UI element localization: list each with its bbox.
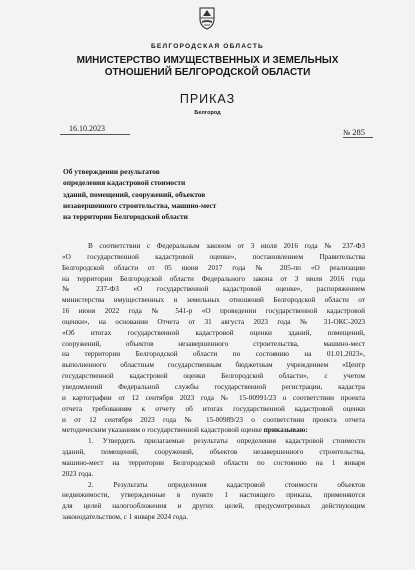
number-value: 285 — [352, 127, 366, 137]
body-line: Белгородской области от 05 июня 2017 года № 205-пп «О реализации — [62, 263, 365, 272]
order-number — [343, 127, 365, 137]
body-line: В соответствии с Федеральным законом от 3 июля 2016 года № 237-ФЗ — [88, 242, 365, 250]
subject-line: зданий, помещений, сооружений, объектов — [63, 189, 206, 199]
body-line: и от 12 сентября 2023 года № 15-00989/23 о соответствии проекта отчета — [62, 415, 365, 424]
ministry-line-1: МИНИСТЕРСТВО ИМУЩЕСТВЕННЫХ И ЗЕМЕЛЬНЫХ — [76, 55, 339, 66]
subject-line: на территории Белгородской области — [63, 212, 188, 222]
item-1-line: зданий, помещений, сооружений, объектов незавершенного строительства, — [62, 448, 365, 457]
city-name: Белгород — [194, 110, 221, 116]
body-line: выполненного областным государственным бюджетным учреждением «Центр — [62, 361, 365, 370]
body-line: № 237-ФЗ «О государственной кадастровой оценке», распоряжением — [62, 285, 365, 294]
item-1-line: 2023 года. — [62, 469, 94, 478]
body-line: государственной кадастровой оценки Белгородской области», с учетом — [62, 372, 365, 381]
item-2-line: 2. Результаты определения кадастровой стоимости объектов — [88, 480, 365, 489]
body-line: 16 июня 2022 года № 541-р «О проведении государственной кадастровой — [62, 307, 365, 316]
subject-line: Об утверждении результатов — [63, 167, 160, 176]
coat-of-arms-icon — [197, 6, 217, 30]
body-line: оценки», на основании Отчета от 31 августа 2023 года № 31-ОКС-2023 — [62, 317, 365, 326]
ministry-line-2: ОТНОШЕНИЙ БЕЛГОРОДСКОЙ ОБЛАСТИ — [104, 67, 311, 78]
item-1-line: 1. Утвердить прилагаемые результаты определения кадастровой стоимости — [88, 437, 365, 446]
body-line: «Об итогах государственной кадастровой оценки зданий, помещений, — [62, 328, 365, 337]
order-subject — [63, 166, 216, 222]
date-underline — [60, 134, 130, 135]
item-1-line: машино-мест на территории Белгородской области по состоянию на 1 января — [62, 458, 365, 467]
body-line: «О государственной кадастровой оценке», постановлением Правительства — [62, 252, 365, 261]
order-word: приказываю: — [263, 426, 308, 435]
body-line: на территории Белгородской области по состоянию на 01.01.2023», — [62, 350, 365, 359]
region-name: БЕЛГОРОДСКАЯ ОБЛАСТЬ — [150, 43, 264, 50]
body-line: министерства имущественных и земельных отношений Белгородской области от — [62, 296, 365, 305]
body-line: и картографии от 12 сентября 2023 года № 15-00991/23 о соответствии проекта — [62, 393, 365, 402]
body-line-final — [62, 425, 365, 436]
body-line: методическим указаниям о государственной кадастровой оценке — [62, 426, 262, 435]
number-underline — [343, 137, 373, 138]
subject-line: определения кадастровой стоимости — [63, 178, 186, 188]
order-date: 16.10.2023 — [69, 124, 105, 133]
number-sign: № — [343, 128, 351, 137]
item-2-line: недвижимости, утвержденные в пункте 1 настоящего приказа, применяются — [62, 491, 365, 500]
body-line: отчета требованиям к отчету об итогах государственной кадастровой оценки — [62, 404, 365, 413]
body-line: на территории Белгородской области Федерального закона от 3 июля 2016 года — [62, 274, 365, 283]
document-type: ПРИКАЗ — [179, 92, 236, 106]
subject-line: незавершенного строительства, машино-мест — [63, 200, 217, 210]
body-line: уведомлений Федеральной службы государственной регистрации, кадастра — [62, 382, 365, 391]
body-line: сооружений, объектов незавершенного строительства, машино-мест — [62, 339, 365, 348]
ministry-name — [0, 55, 415, 79]
item-2-line: законодательством, с 1 января 2024 года. — [62, 513, 188, 522]
item-2-line: для целей налогообложения и других целей, предусмотренных действующим — [62, 502, 365, 511]
order-body — [62, 241, 365, 523]
